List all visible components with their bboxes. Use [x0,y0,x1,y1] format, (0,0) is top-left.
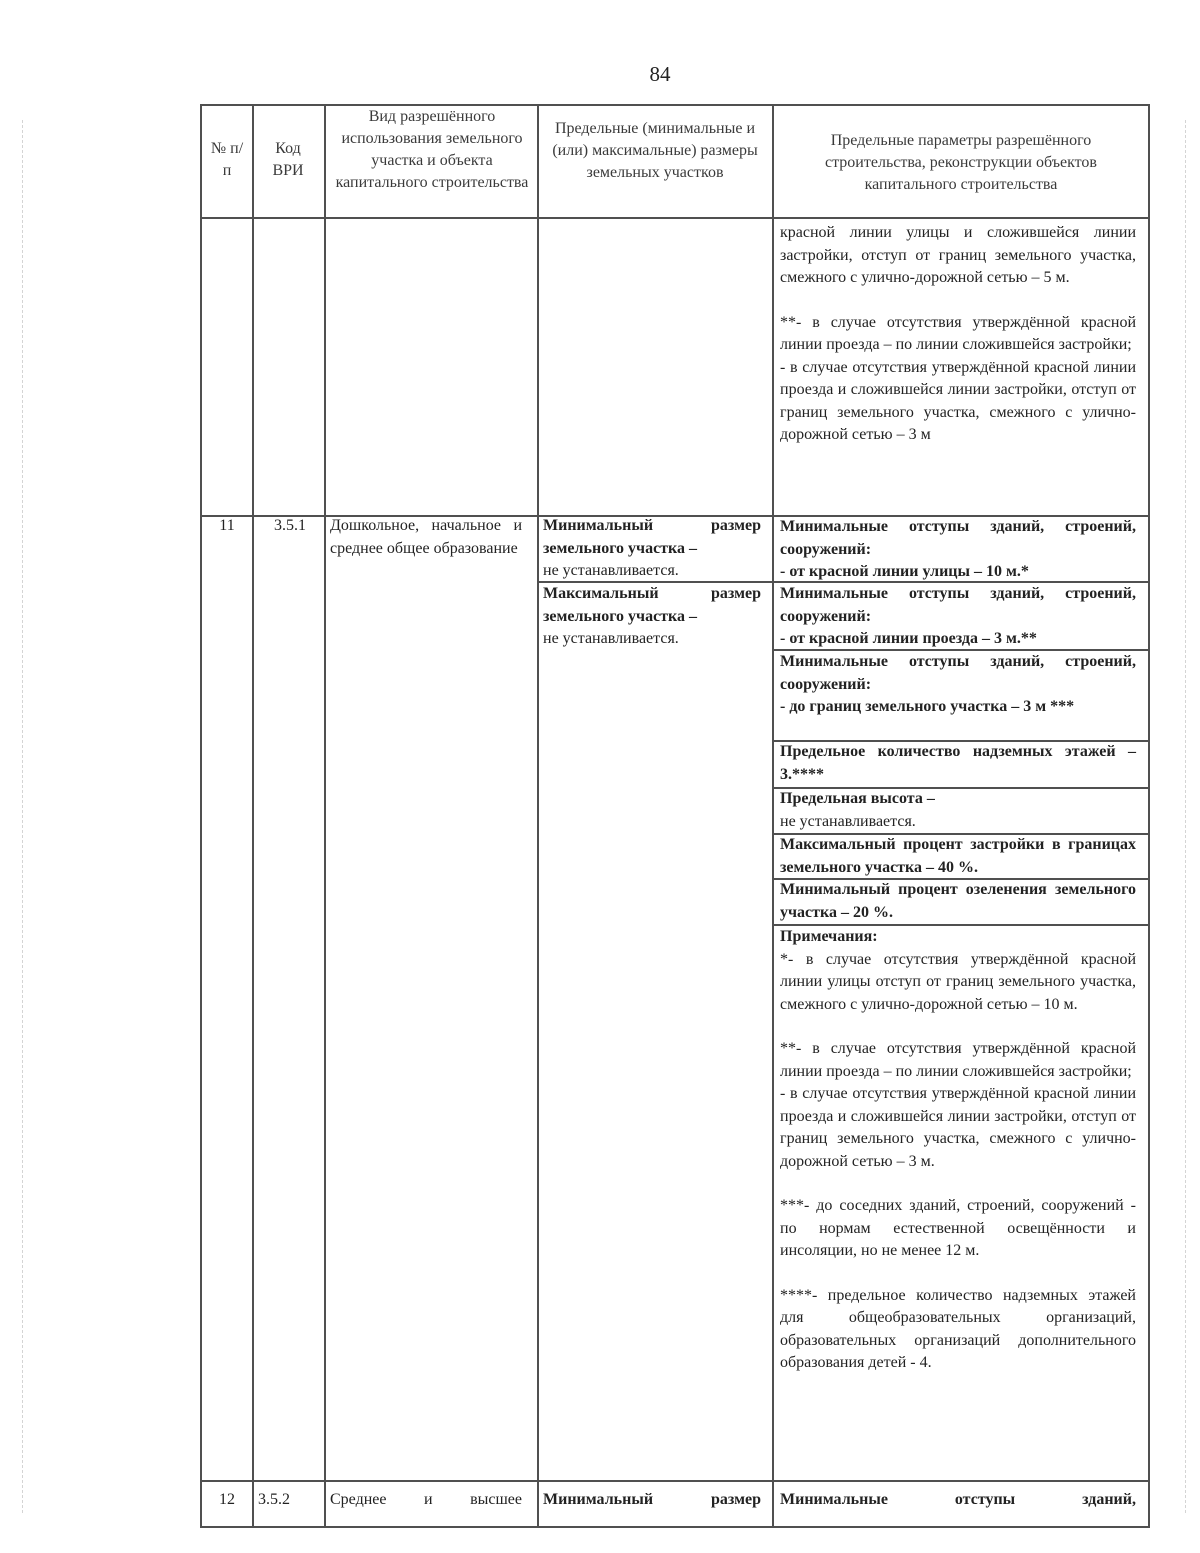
param-value: не устанавливается. [780,812,916,830]
row-use-type: Дошкольное, начальное и среднее общее образование [330,517,522,557]
header-use-type: Вид разрешённого использования земельного участка и объекта капитального строительства [335,108,529,191]
param-title: Минимальные отступы зданий, строений, сооружений: [780,585,1136,625]
param-min-greenery: Минимальный процент озеленения земельного участка – 20 %. [780,881,1136,921]
header-number: № п/п [210,140,244,179]
header-params: Предельные параметры разрешённого строительства, реконструкции объектов капитального строительства [825,132,1097,193]
col-border [200,104,202,1527]
header-bottom-border [200,217,1150,219]
page-number: 84 [649,62,671,86]
notes [780,926,1136,1375]
min-plot-size [543,515,761,583]
param-title: Предельная высота – [780,790,935,807]
param-floors: Предельное количество надземных этажей – 3.**** [780,743,1136,783]
col-border [1148,104,1150,1527]
col-border [772,104,774,1527]
param-setback-street [780,516,1136,584]
scan-edge-left [22,120,23,1513]
continuation-paragraph: - в случае отсутствия утверждённой красной линии проезда и сложившейся линии застройки, отступ от границ земельного участка, смежного с улично-дорожной сетью – 3 м [780,358,1136,443]
param-value: - до границ земельного участка – 3 м *** [780,698,1075,715]
note: ****- предельное количество надземных этажей для общеобразовательных организаций, образовательных организаций дополнительного образования детей - 4. [780,1286,1136,1371]
continuation-text [780,222,1136,447]
row-number: 12 [219,1491,235,1508]
max-plot-size-value: не устанавливается. [543,630,679,647]
max-plot-size-label: Максимальный размер земельного участка – [543,585,761,625]
header-code: Код ВРИ [272,140,304,179]
min-plot-size-value: не устанавливается. [543,562,679,579]
continuation-paragraph: **- в случае отсутствия утверждённой красной линии проезда – по линии сложившейся застройки; [780,313,1136,353]
param-setback-boundary [780,651,1136,719]
param-value: - от красной линии улицы – 10 м.* [780,563,1029,580]
param-value: - от красной линии проезда – 3 м.** [780,630,1037,647]
row-divider [200,1480,1150,1482]
col-border [252,104,254,1527]
row-code: 3.5.2 [258,1491,290,1508]
note: *- в случае отсутствия утверждённой красной линии улицы отступ от границ земельного участка, смежного с улично-дорожной сетью – 10 м. [780,950,1136,1013]
note: - в случае отсутствия утверждённой красной линии проезда и сложившейся линии застройки, отступ от границ земельного участка, смежного с улично-дорожной сетью – 3 м. [780,1085,1136,1170]
param-setback-driveway [780,583,1136,651]
note: ***- до соседних зданий, строений, сооружений - по нормам естественной освещённости и инсоляции, но не менее 12 м. [780,1197,1136,1259]
row-use-type: Среднее и высшее [330,1491,522,1508]
param-max-coverage: Максимальный процент застройки в границах земельного участка – 40 %. [780,836,1136,876]
min-plot-size-label: Минимальный размер земельного участка – [543,517,761,557]
param-height [780,788,1136,833]
col-border [324,104,326,1527]
min-plot-size-label: Минимальный размер [543,1491,761,1508]
row-number: 11 [219,517,235,534]
note: **- в случае отсутствия утверждённой красной линии проезда – по линии сложившейся застройки; [780,1040,1136,1080]
table-bottom-cut [200,1526,1150,1528]
scan-edge-right [1185,120,1186,1513]
regulations-table [200,0,1150,1553]
param-title: Минимальные отступы зданий, строений, сооружений: [780,653,1136,693]
param-title: Минимальные отступы зданий, строений, сооружений: [780,518,1136,558]
col-border [537,104,539,1527]
param-title: Минимальные отступы зданий, [780,1491,1136,1508]
notes-title: Примечания: [780,928,878,945]
max-plot-size [543,583,761,651]
continuation-paragraph: красной линии улицы и сложившейся линии застройки, отступ от границ земельного участка, смежного с улично-дорожной сетью – 5 м. [780,224,1136,286]
row-code: 3.5.1 [274,517,306,534]
header-plot-sizes: Предельные (минимальные и (или) максимальные) размеры земельных участков [552,120,758,181]
